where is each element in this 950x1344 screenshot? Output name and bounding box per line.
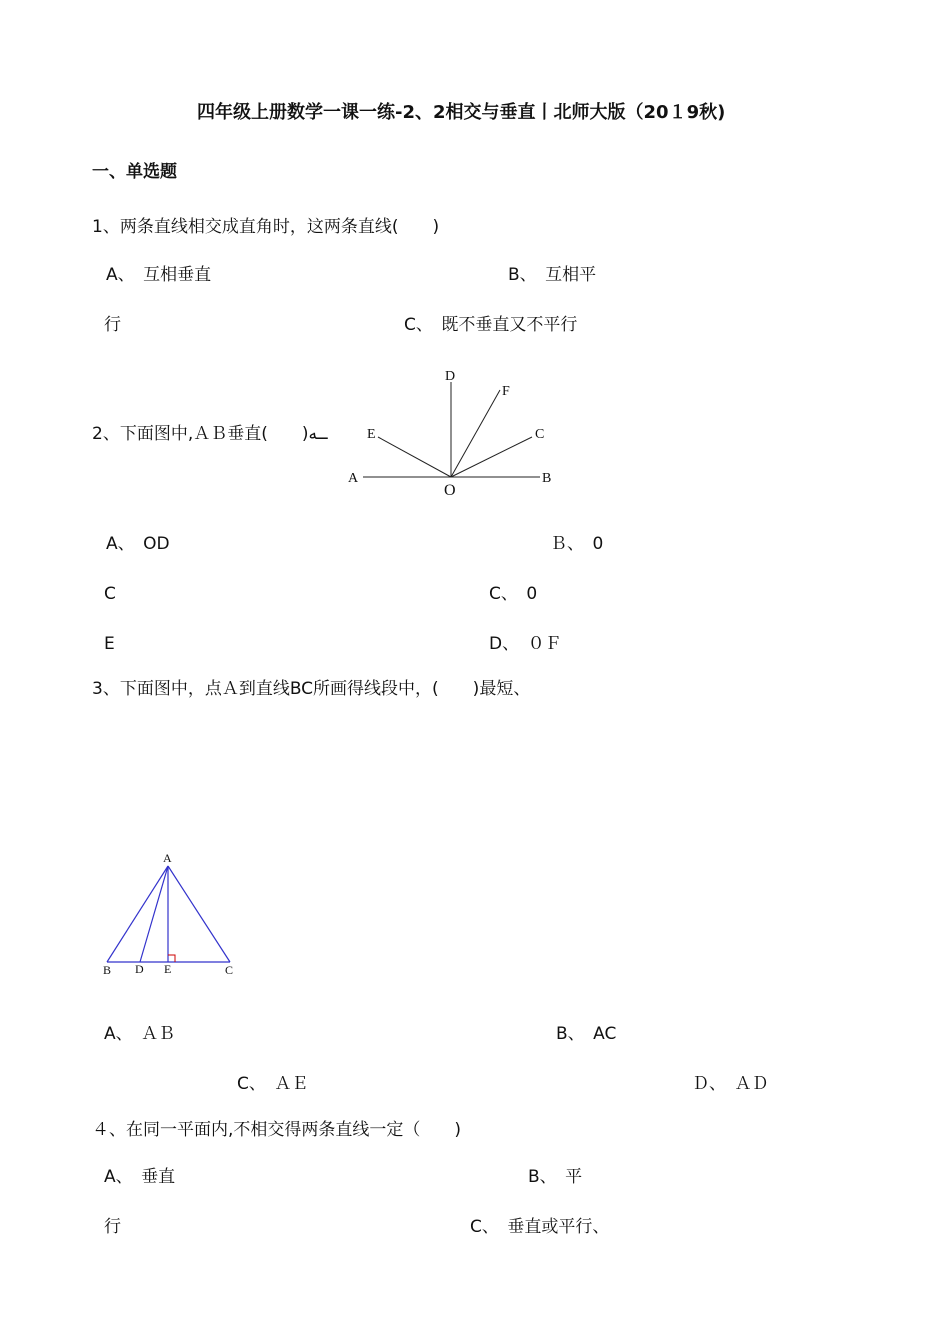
label-o: O [444,482,456,499]
question-2-stem: 2、下面图中,ＡＢ垂直( )ــه [92,424,328,444]
label-b: B [542,471,552,486]
question-2-option-b-continued: C [104,584,116,604]
question-4-option-c: C、 垂直或平行、 [470,1217,610,1237]
ray-of [451,390,500,477]
section-heading: 一、单选题 [92,162,177,182]
ray-oe [378,437,451,477]
segment-ad [140,866,168,962]
segment-ab [107,866,168,962]
label-e: E [164,962,172,976]
label-e: E [367,427,376,442]
question-2-option-c: C、 0 [489,584,538,604]
question-4-option-a: A、 垂直 [104,1167,176,1187]
label-a: A [348,471,359,486]
question-1-option-b: B、 互相平 [508,265,597,285]
question-3-stem: 3、下面图中，点Ａ到直线BC所画得线段中，( )最短、 [92,679,531,699]
ray-oc [451,437,532,477]
segment-ac [168,866,230,962]
question-1-option-c: C、 既不垂直又不平行 [404,315,578,335]
label-c: C [535,427,545,442]
label-c: C [225,963,234,977]
question-1-option-b-continued: 行 [104,315,121,335]
question-3-option-d: Ｄ、 ＡＤ [692,1074,769,1094]
question-2-option-a: A、 OD [106,534,170,554]
label-d: D [135,962,144,976]
label-f: F [502,384,510,399]
question-3-option-b: B、 AC [556,1024,617,1044]
question-2-option-c-continued: E [104,634,115,654]
question-3-option-c: C、 ＡＥ [237,1074,309,1094]
question-4-option-b-continued: 行 [104,1217,121,1237]
right-angle-mark [168,955,175,962]
question-4-stem: ４、在同一平面内,不相交得两条直线一定（ ) [92,1120,462,1140]
question-4-option-b: B、 平 [528,1167,583,1187]
label-d: D [445,369,456,384]
question-1-option-a: A、 互相垂直 [106,265,212,285]
question-3-option-a: A、 ＡＢ [104,1024,176,1044]
question-2-option-d: D、 ０Ｆ [489,634,562,654]
page-title: 四年级上册数学一课一练-2、2相交与垂直丨北师大版（20１9秋) [197,102,726,123]
question-2-option-b: Ｂ、 0 [550,534,604,554]
label-a: A [163,851,172,865]
question-1-stem: 1、两条直线相交成直角时，这两条直线( ) [92,217,440,237]
label-b: B [103,963,112,977]
